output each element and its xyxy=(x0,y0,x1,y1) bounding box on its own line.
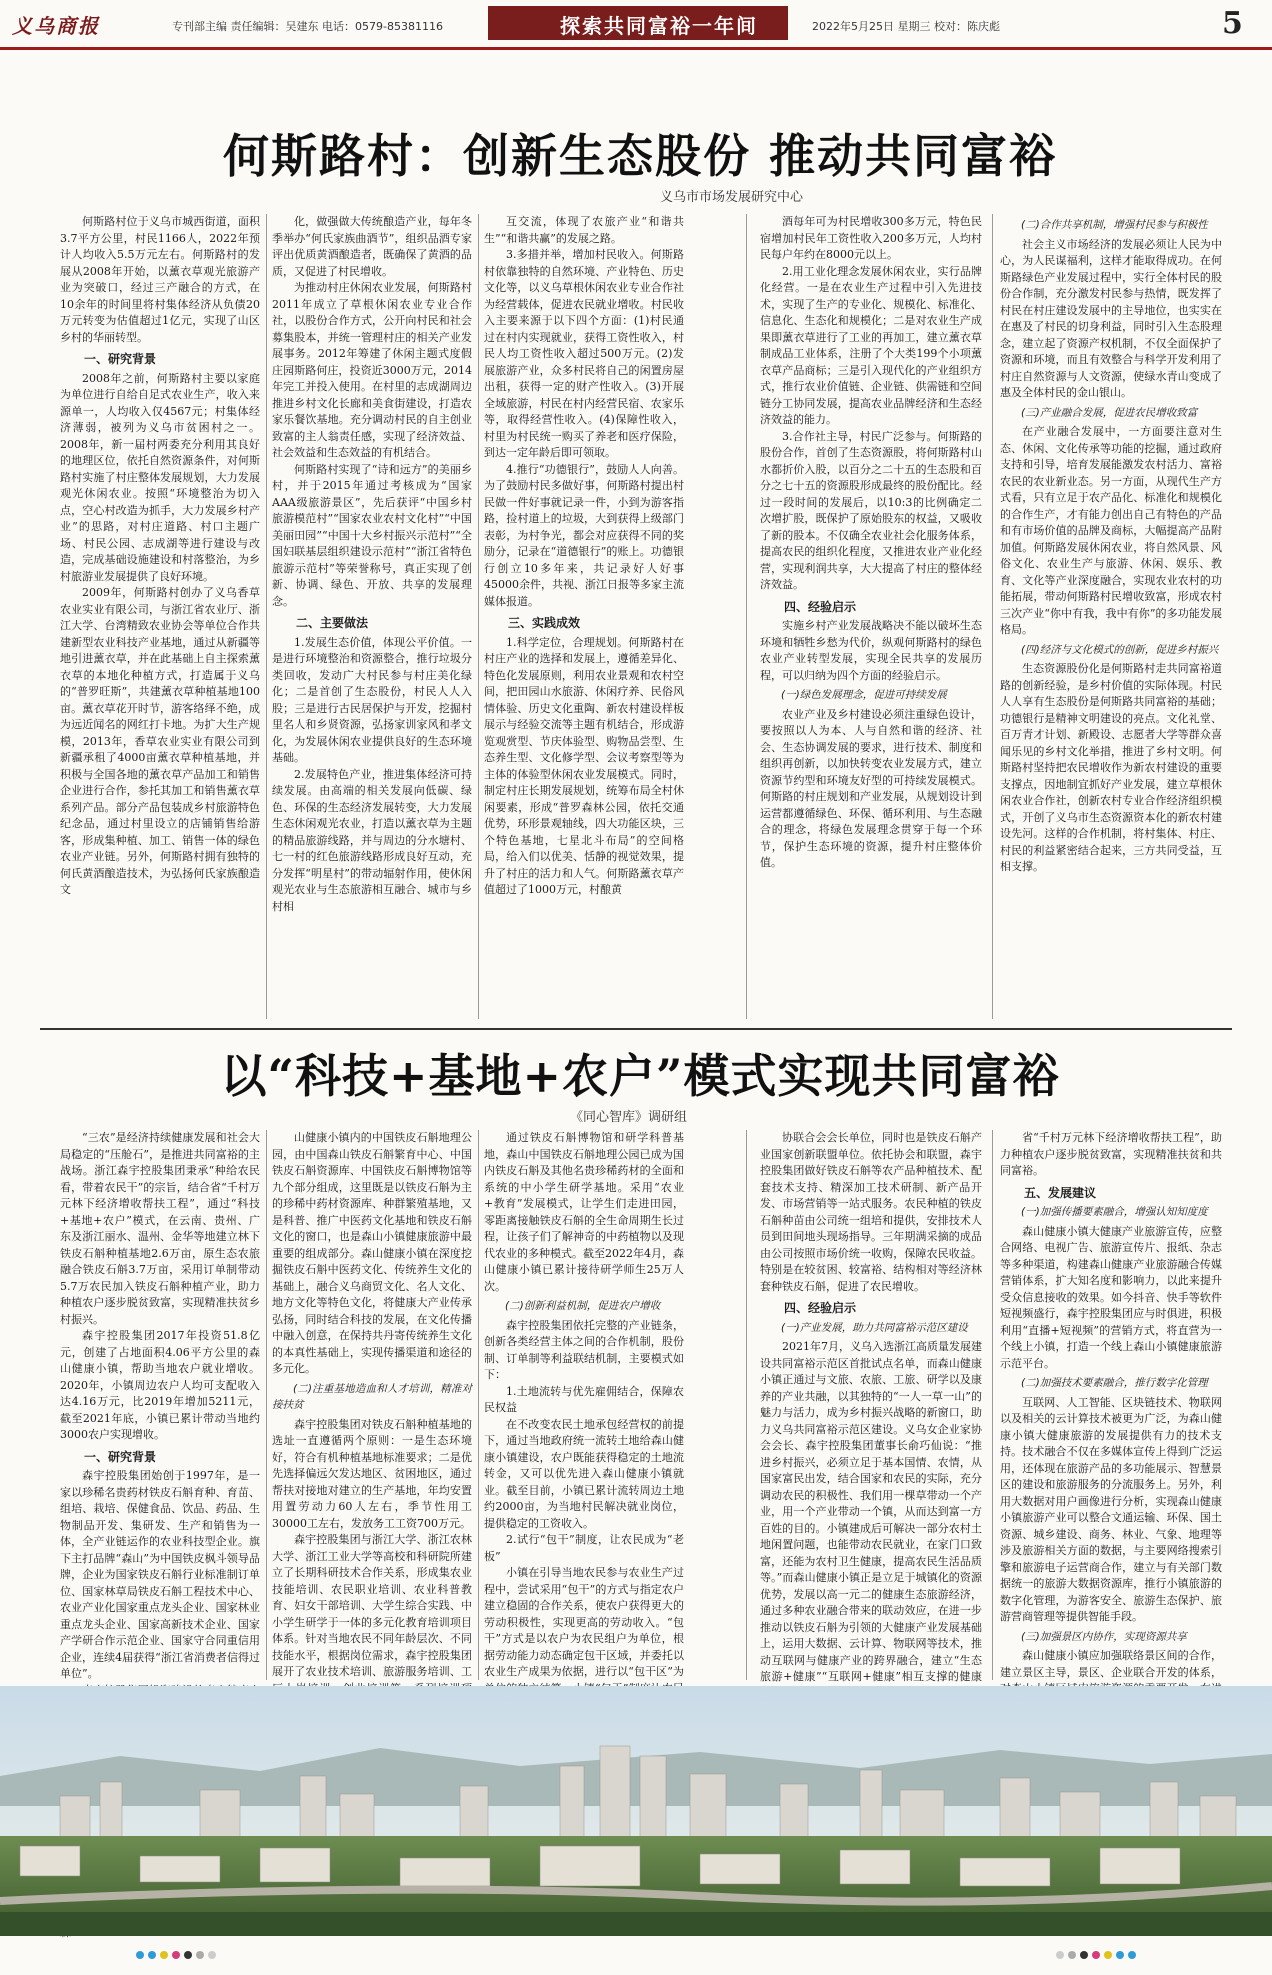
article1-title: 何斯路村：创新生态股份 推动共同富裕 xyxy=(222,129,1057,183)
subsection-heading: (一)加强传播要素融合，增强认知知度度 xyxy=(1021,1206,1208,1218)
editor-info: 专刊部主编 责任编辑：吴建东 电话：0579-85381116 xyxy=(172,20,443,33)
paragraph: 社会主义市场经济的发展必须让人民为中心，为人民谋福利，这样才能取得成功。在何斯路绿色产业发展过程中，实行全体村民的股份合作制，充分激发村民参与热情，既发挥了村民在村庄建设发展中的主导地位，也实实在在惠及了村民的切身利益，同时引入生态股理念，建立起了资源产权机制，不仅全面保护了资源和环境，而且有效整合与科学开发利用了村庄自然资源与人文资源，使绿水青山变成了惠及全体村民的金山银山。 xyxy=(1000,237,1222,399)
paragraph: 森宇控股集团2017年投资51.8亿元，创建了占地面积4.06平方公里的森山健康小镇，帮助当地农户就业增收。2020年，小镇周边农户人均可支配收入达4.16万元，比2019年增加5211元，截至2021年底，小镇已累计带动当地约3000农户实现增收。 xyxy=(60,1329,260,1441)
paragraph: 实施乡村产业发展战略决不能以破坏生态环境和牺牲乡愁为代价，纵观何斯路村的绿色农业产业转型发展，实现全民共享的发展历程，可以归纳为四个方面的经验启示。 xyxy=(760,619,982,682)
section-heading: 二、主要做法 xyxy=(296,616,369,630)
page-number: 5 xyxy=(1222,6,1243,41)
paragraph: 省“千村万元林下经济增收帮扶工程”，助力种植农户逐步脱贫致富，实现精准扶贫和共同富裕。 xyxy=(1000,1131,1222,1177)
column-divider xyxy=(266,214,267,1019)
paragraph: 通过铁皮石斛博物馆和研学科普基地，森山中国铁皮石斛地理公园已成为国内铁皮石斛及其他名贵珍稀药材的全面和系统的中小学生研学基地。采用“农业+教育”发展模式，让学生们走进田园，零距离接触铁皮石斛的全生命周期生长过程，让孩子们了解神奇的中药植物以及现代农业的多种模式。截至2022年4月，森山健康小镇已累计接待研学师生25万人次。 xyxy=(484,1131,684,1293)
paragraph: 2.试行“包干”制度，让农民成为“老板” xyxy=(484,1533,684,1563)
column-divider xyxy=(478,214,479,1019)
article2-column-4 xyxy=(760,1130,982,1682)
paragraph: 互联网、人工智能、区块链技术、物联网以及相关的云计算技术被更为广泛，为森山健康小镇大健康旅游的发展提供有力的技术支持。技术融合不仅在多媒体宣传上得到广泛运用，还体现在旅游产品的多功能展示、智慧景区的建设和旅游服务的分流服务上。另外，利用大数据对用户画像进行分析，实现森山健康小镇旅游产业可以整合文通运输、环保、国土资源、城乡建设、商务、林业、气象、地理等涉及旅游相关方面的数据，与主要网络搜索引擎和旅游电子运营商合作，建立与有关部门数据统一的旅游大数据资源库，推行小镇旅游的数字化管理，为游客安全、旅游生态保护、旅游营商管理等提供智能手段。 xyxy=(1000,1395,1222,1623)
paragraph: 2008年之前，何斯路村主要以家庭为单位进行自给自足式农业生产，收入来源单一，人均收入仅4567元；村集体经济薄弱，被列为义乌市贫困村之一。2008年，新一届村两委充分利用其良好的地理区位，依托自然资源条件，对何斯路村实施了村庄整体发展规划，大力发展观光休闲农业。按照“环境整治为切入点，空心村改造为抓手，大力发展乡村产业”的思路，对村庄道路、村口主题广场、村民公园、志成湖等进行建设与改造，完成基础设施建设和村落整治，为乡村旅游业发展提供了良好环境。 xyxy=(60,371,260,583)
section-heading: 一、研究背景 xyxy=(84,1449,157,1464)
article2-title: 以“科技+基地+农户”模式实现共同富裕 xyxy=(220,1049,1060,1103)
city-skyline-icon xyxy=(0,1686,1272,1936)
section-heading: 五、发展建议 xyxy=(1024,1185,1097,1200)
paragraph: 小镇在引导当地农民参与农业生产过程中，尝试采用“包干”的方式与指定农户建立稳固的合作关系，使农户获得更大的劳动积极性，实现更高的劳动收入。“包干”方式是以农户为农民组户为单位，根据劳动能力动态确定包干区域，并委托以农业生产成果为依据，进行以“包干区”为 xyxy=(484,1566,684,1678)
city-skyline-photo xyxy=(0,1686,1272,1936)
paragraph: 化，做强做大传统酿造产业，每年冬季举办“何氏家族曲酒节”，组织品酒专家评出优质黄酒酿造者，既确保了黄酒的品质，又促进了村民增收。 xyxy=(272,215,472,278)
date-info: 2022年5月25日 星期三 校对：陈庆彪 xyxy=(812,20,1000,33)
article1-column-5 xyxy=(1000,214,1222,1024)
paragraph: 农业产业及乡村建设必须注重绿色设计，要按照以人为本、人与自然和谐的经济、社会、生态协调发展的要求，进行技术、制度和组织再创新，以加快转变农业发展方式，建立资源节约型和环境友好型的可持续发展模式。何斯路的村庄规划和产业发展，从规划设计到运营都遵循绿色、环保、循环利用、与生态融合的理念，将绿色发展理念贯穿于每一个环节，保护生态环境的资源，提升村庄整体价值。 xyxy=(760,707,982,869)
page-header xyxy=(0,0,1272,50)
paragraph: 3.合作社主导，村民广泛参与。何斯路的股份合作，首创了生态资源股，将何斯路村山水都折价入股，以百分之二十五的生态股和百分之七十五的资源股形成最终的股份配比。经过一段时间的发展后，以10:3的比例确定二次增扩股，既保护了原始股东的权益，又吸收了新的股本。不仅确全农业社会化服务体系，提高农民的组织化程度，又推进农业产业化经营，实现利润共享，大大提高了村庄的整体经济效益。 xyxy=(760,429,982,591)
paragraph: 1.科学定位，合理规划。何斯路村在村庄产业的选择和发展上，遵循差异化、特色化发展原则，利用农业景观和农村空间，把田园山水旅游、休闲疗养、民俗风情体验、历史文化重陶、新农村建设样板展示与经验交流等主题有机结合，形成游览观赏型、节庆体验型、购物品尝型、生态养生型、文化修学型、会议考察型等为主体的体验型休闲农业发展模式。同时，制定村庄长期发展规划，统筹布局全村休闲要素，形成“普罗森林公园，依托交通优势，环形景观轴线，四大功能区块，三个特色基地，七星北斗布局”的空间格局，给入们以优美、恬静的视觉效果，提升了村庄的活力和人气。何斯路薰衣草产值超过了1000万元，村酿黄 xyxy=(484,635,684,896)
paragraph: 何斯路村实现了“诗和远方”的美丽乡村，并于2015年通过考核成为“国家AAA级旅游景区”，先后获评“中国乡村旅游模范村”“国家农业农村文化村”“中国美丽田园”“中国十大乡村振兴示范村”“全国妇联基层组织建设示范村”“浙江省特色旅游示范村”等荣誉称号，真正实现了创新、协调、绿色、开放、共享的发展理念。 xyxy=(272,462,472,608)
column-divider xyxy=(746,1130,747,1680)
paragraph: 在产业融合发展中，一方面要注意对生态、休闲、文化传承等功能的挖掘，通过政府支持和引导，培育发展能激发农村活力、富裕农民的农业新业态。另一方面，从现代生产方式看，只有立足于农产品化、标准化和规模化的合作生产，才有能力创出自己有特色的产品和有市场价值的品牌及商标，大幅提高产品附加值。何斯路发展休闲农业，将自然风景、风俗文化、农业生产与旅游、休闲、娱乐、教育、文化等产业深度融合，实现农业农村的功能拓展，带动何斯路村民增收致富，形成农村三次产业“你中有我，我中有你”的多功能发展格局。 xyxy=(1000,425,1222,636)
paragraph: 酒每年可为村民增收300多万元，特色民宿增加村民年工资性收入200多万元，人均村民每户年约在8000元以上。 xyxy=(760,215,982,261)
subsection-heading: (二)注重基地造血和人才培训，精准对接扶贫 xyxy=(272,1382,472,1411)
column-divider xyxy=(992,214,993,1019)
paragraph: 为推动村庄休闲农业发展，何斯路村2011年成立了草根休闲农业专业合作社，以股份合作方式，公开向村民和社会募集股本，并统一管理村庄的相关产业发展事务。2012年筹建了休闲主题式度假庄园斯路何庄，投资近3000万元，2014年完工并投入使用。在村里的志成湖周边推进乡村文化长廊和美食街建设，打造农家乐餐饮基地。充分调动村民的自主创业致富的主人翁责任感，实现了经济效益、社会效益和生态效益的有机结合。 xyxy=(272,281,472,459)
subsection-heading: (一)产业发展，助力共同富裕示范区建设 xyxy=(781,1321,968,1334)
subsection-heading: (二)创新利益机制，促进农户增收 xyxy=(505,1300,661,1312)
column-divider xyxy=(746,214,747,1019)
column-divider xyxy=(992,1130,993,1680)
column-divider xyxy=(478,1130,479,1680)
article-separator xyxy=(40,1028,1232,1030)
section-heading: 四、经验启示 xyxy=(784,599,857,614)
subsection-heading: (三)加强景区内协作，实现资源共享 xyxy=(1021,1630,1187,1643)
paragraph: 生态资源股份化是何斯路村走共同富裕道路的创新经验，是乡村价值的实际体现。村民人人享有生态股份是何斯路共同富裕的基础；功德银行是精神文明建设的亮点。文化礼堂、百万青才计划、新殿设、志愿者大学等群众喜闻乐见的乡村文化举措，推进了乡村文明。何斯路村坚持把农民增收作为新农村建设的重要支撑点，因地制宜抓好产业发展，建立草根休闲农业合作社，创新农村专业合作经济组织模式，开创了义乌市生态资源资本化的新农村建设先河。这样的合作机制，将村集体、村庄、村民的利益紧密结合起来，三方共同受益，互相支撑。 xyxy=(1000,662,1222,873)
paragraph: 2.发展特色产业，推进集体经济可持续发展。由高端的相关发展向低碳、绿色、环保的生态经济发展转变，大力发展生态休闲观光农业，打造以薰衣草为主题的精品旅游线路，并与周边的分水塘村、七一村的红色旅游线路形成良好互动，充分发挥“明星村”的带动辐射作用，使休闲观光农业与生态旅游相互融合、城市与乡村相 xyxy=(272,767,472,913)
paragraph: 森山健康小镇应加强联络景区间的合作，建立景区主导，景区、企业联合开发的体系， xyxy=(1000,1649,1222,1679)
subsection-heading: (一)绿色发展理念，促进可持续发展 xyxy=(781,689,947,701)
paragraph: 何斯路村位于义乌市城西街道，面积3.7平方公里，村民1166人，2022年预计人均收入5.5万元左右。何斯路村的发展从2008年开始，以薰衣草观光旅游产业为突破口，经过三产融合的方式，在10余年的时间里将村集体经济从负债20万元转变为估值超过1亿元，实现了山区乡村的华丽转型。 xyxy=(60,215,260,344)
paragraph: 1.发展生态价值，体现公平价值。一是进行环境整治和资源整合，推行垃圾分类回收，发动广大村民参与村庄美化绿化；二是首创了生态股份，村民人人入股；三是进行古民居保护与开发，挖掘村里名人和乡贤资源，弘扬家训家风和孝文化，为发展休闲农业提供良好的生态环境基础。 xyxy=(272,635,472,764)
paragraph: 在不改变农民土地承包经营权的前提下，通过当地政府统一流转土地给森山健康小镇建设，农户既能获得稳定的土地流转金，又可以优先进入森山健康小镇就业。截至目前，小镇已累计流转周边土地约2000亩，为当地村民解决就业岗位，提供稳定的工资收入。 xyxy=(484,1417,684,1530)
section-heading: 一、研究背景 xyxy=(84,352,157,366)
paragraph: 3.多措并举，增加村民收入。何斯路村依靠独特的自然环境、产业特色、历史文化等，以义乌草根休闲农业专业合作社为经营载体，促进农民就业增收。村民收入主要来源于以下四个方面：(1)村民通过在村内实现就业，获得工资性收入，村民人均工资性收入超过500万元。(2)发展旅游产业，众多村民将自己的闲置房屋出租，获得一定的财产性收入。(3)开展全域旅游，村民在村内经营民宿、农家乐等，取得经营性收入。(4)保障性收入，村里为村民统一购买了养老和医疗保险，到达一定年龄后即可领取。 xyxy=(484,248,684,459)
subsection-heading: (二)合作共享机制，增强村民参与积极性 xyxy=(1021,219,1208,231)
section-heading: 三、实践成效 xyxy=(508,616,581,630)
article1-column-4 xyxy=(760,214,982,1024)
paragraph: 森宇控股集团对铁皮石斛种植基地的选址一直遵循两个原则：一是生态环境好，符合有机种植基地标准要求；二是优先选择偏远欠发达地区、贫困地区，通过帮扶对接地对建立的生产基地，年均安置用置劳动力60人左右，季节性用工30000工左右，发放务工工资700万元。 xyxy=(272,1417,472,1530)
article1-column-3 xyxy=(484,214,684,1024)
subsection-heading: (三)产业融合发展，促进农民增收致富 xyxy=(1021,406,1198,419)
article2-source: 《同心智库》调研组 xyxy=(570,1110,688,1125)
article2-column-1 xyxy=(60,1130,260,1682)
paragraph: 森宇控股集团依托完整的产业链条，创新各类经营主体之间的合作机制，股份制、订单制等利益联结机制，主要模式如下： xyxy=(484,1318,684,1381)
paragraph: 森山健康小镇大健康产业旅游宣传，应整合网络、电视广告、旅游宣传片、报纸、杂志等多种渠道，构建森山健康产业旅游融合传媒营销体系，扩大知名度和影响力，以此来提升受众信息接收的效果。如今抖音、快手等软件短视频盛行，森宇控股集团应与时俱进，积极利用“直播+短视频”的营销方式，将直营为一个线上小镇，打造一个线上森山小镇健康旅游示范平台。 xyxy=(1000,1224,1222,1370)
article1-column-2 xyxy=(272,214,472,1024)
paragraph: 协联合会会长单位，同时也是铁皮石斛产业国家创新联盟单位。依托协会和联盟，森宇控股集团做好铁皮石斛等农产品种植技术、配套技术支持、精深加工技术研制、新产品开发、市场营销等一站式服务。农民种植的铁皮石斛种苗由公司统一组培和提供，安排技术人员到田间地头现场指导。三年期满采摘的成品由公司按照市场价统一收购，保障农民收益。特别是在较贫困、较富裕、结构相对等经济林套种铁皮石斛，促进了农民增收。 xyxy=(760,1131,982,1293)
column-divider xyxy=(266,1130,267,1680)
article2-column-3 xyxy=(484,1130,684,1682)
paragraph: 互交流，体现了农旅产业“和谐共生”“和谐共赢”的发展之路。 xyxy=(484,215,684,245)
paragraph: 森宇控股集团始创于1997年，是一家以珍稀名贵药材铁皮石斛育种、育苗、组培、栽培、保健食品、饮品、药品、生物制品开发、集研发、生产和销售为一体，全产业链运作的农业科技型企业。旗下主打品牌“森山”为中国铁皮枫斗领导品牌，企业为国家铁皮石斛行业标准制订单位、国家林草局铁皮石斛工程技术中心、农业产业化国家重点龙头企业、国家林业重点龙头企业、国家高新技术企业、国家产学研合作示范企业、国家守合同重信用企业，连续4届获得“浙江省消费者信得过单位”。 xyxy=(60,1469,260,1680)
article1-column-1 xyxy=(60,214,260,1024)
article2-column-5 xyxy=(1000,1130,1222,1682)
color-registration-dots xyxy=(0,1940,1272,1971)
paragraph: 2.用工业化理念发展休闲农业，实行品牌化经营。一是在农业生产过程中引入先进技术，实现了生产的专业化、规模化、标准化、信息化、生态化和规模化；二是对农业生产成果即薰衣草进行了工业的再加工，建立薰衣草制成品工业体系，注册了个大类199个小项薰衣草产品商标；三是引入现代化的产业组织方式，推行农业价值链、企业链、供需链和空间链分工协同发展，提高农业品牌经济和生态经济效益的能力。 xyxy=(760,264,982,426)
article2-column-2 xyxy=(272,1130,472,1682)
subsection-heading: (四)经济与文化模式的创新，促进乡村振兴 xyxy=(1021,643,1219,656)
paragraph: “三农”是经济持续健康发展和社会大局稳定的“压舱石”，是推进共同富裕的主战场。浙江森宇控股集团秉承“种给农民看，带着农民干”的宗旨，结合省“千村万元林下经济增收帮扶工程”，通过“科技+基地+农户”模式，在云南、贵州、广东及浙江丽水、温州、金华等地建立林下铁皮石斛种植基地2.6万亩，原生态农旅融合铁皮石斛3.7万亩，采用订单制带动5.7万农民加入铁皮石斛种植产业，助力种植农户逐步脱贫致富，实现精准扶贫乡村振兴。 xyxy=(60,1131,260,1326)
paragraph: 1.土地流转与优先雇佣结合，保障农民权益 xyxy=(484,1384,684,1414)
paper-name: 义乌商报 xyxy=(12,14,100,38)
subsection-heading: (二)加强技术要素融合，推行数字化管理 xyxy=(1021,1377,1208,1389)
paragraph: 森宇控股集团与浙江大学、浙江农林大学、浙江工业大学等高校和科研院所建立了长期科研技术合作关系，形成集农业技能培训、农民职业培训、农业科普教育、妇女干部培训、大学生综合实践、中小学生研学于一体的多元化教育培训项目体系。针对当地农民不同年龄层次、不同技能水平，根据岗位需求，森宇控股集团展开了农业技术培训、旅游服务培训、工 xyxy=(272,1533,472,1678)
banner-title: 探索共同富裕一年间 xyxy=(560,14,758,38)
page-footer xyxy=(0,1940,1272,1971)
section-heading: 四、经验启示 xyxy=(784,1301,857,1315)
paragraph: 2009年，何斯路村创办了义乌香草农业实业有限公司，与浙江省农业厅、浙江大学、台湾精致农业协会等单位合作共建新型农业科技产业基地，通过从新疆等地引进薰衣草，并在此基础上自主探索薰衣草的本地化种植方式，打造属于义乌的“普罗旺斯”，共建薰衣草种植基地100亩。薰衣草花开时节，游客络绎不绝，成为远近闻名的网红打卡地。为扩大生产规模，2013年，香草农业实业有限公司到新疆承租了4000亩薰衣草种植基地，并积极与全国各地的薰衣草产品加工和销售企业进行合作，参托其加工和销售薰衣草系列产品。部分产品包装成乡村旅游特色纪念品，通过村里设立的店铺销售给游客，形成集种植、加工、销售一体的绿色农业产业链。另外，何斯路村拥有独特的何氏黄酒酿造技术，为弘扬何氏家族酿造文 xyxy=(60,586,260,896)
article1-source: 义乌市市场发展研究中心 xyxy=(660,190,804,205)
paragraph: 山健康小镇内的中国铁皮石斛地理公园，由中国森山铁皮石斛繁育中心、中国铁皮石斛资源库、中国铁皮石斛博物馆等九个部分组成，这里既是以铁皮石斛为主的珍稀中药材资源库、种群繁殖基地，又是科普、推广中医药文化基地和铁皮石斛文化的窗口，也是森山小镇健康旅游中最重要的组成部分。森山健康小镇在深度挖掘铁皮石斛中医药文化、传统养生文化的基础上，融合义乌商贸文化、名人文化、地方文化等特色文化，将健康大产业传承弘扬，同时结合科技的发展，在文化传播中融入创意，在保持共丹寄传统养生文化的本真性基础上，实现传播渠道和途径的多元化。 xyxy=(272,1131,472,1375)
paragraph: 2021年7月，义乌入选浙江高质量发展建设共同富裕示范区首批试点名单，而森山健康小镇正通过与文旅、农旅、工旅、研学以及康养的产业共融，以其独特的“一人一草一山”的魅力与活力，成为乡村振兴战略的新窗口，助力义乌共同富裕示范区建设。义乌女企业家协会会长、森宇控股集团董事长俞巧仙说：“推进乡村振兴，必须立足于基本国情、农情，从国家富民出发，结合国家和农民的实际，充分调动农民的积极性、我们用一棵草带动一个产业，用一个产业带动一个镇，从而达到富一方百姓的目的。小镇建成后可解决一部分农村土地闲置问题，也能带动农民就业，在家门口致富，还能为农村卫生健康，提高农民生活品质等。”而森山健康小镇正是立足于城镇化的资源优势，发展以高一元二的健康生态旅游经济，通过多种农业融合带来的联动效应，在进一步推动以铁皮石斛为引领的大健康产业发展基础上，运用大数据、云计算、物联网等技术，推动互联网与健康产业的跨界融合，建立“生态旅游+健康”“互联网+健康”相互支撑的健康 xyxy=(760,1340,982,1683)
paragraph: 4.推行“功德银行”，鼓励人人向善。为了鼓励村民多做好事，何斯路村提出村民做一件好事就记录一件，小到为游客指路，捡村道上的垃圾，大到获得上级部门表彰，为村争光，都会对应获得不同的奖励分，记录在“道德银行”的账上。功德银行创立10多年来，共记录好人好事45000余件，共视、浙江日报等多家主流媒体报道。 xyxy=(484,462,684,608)
